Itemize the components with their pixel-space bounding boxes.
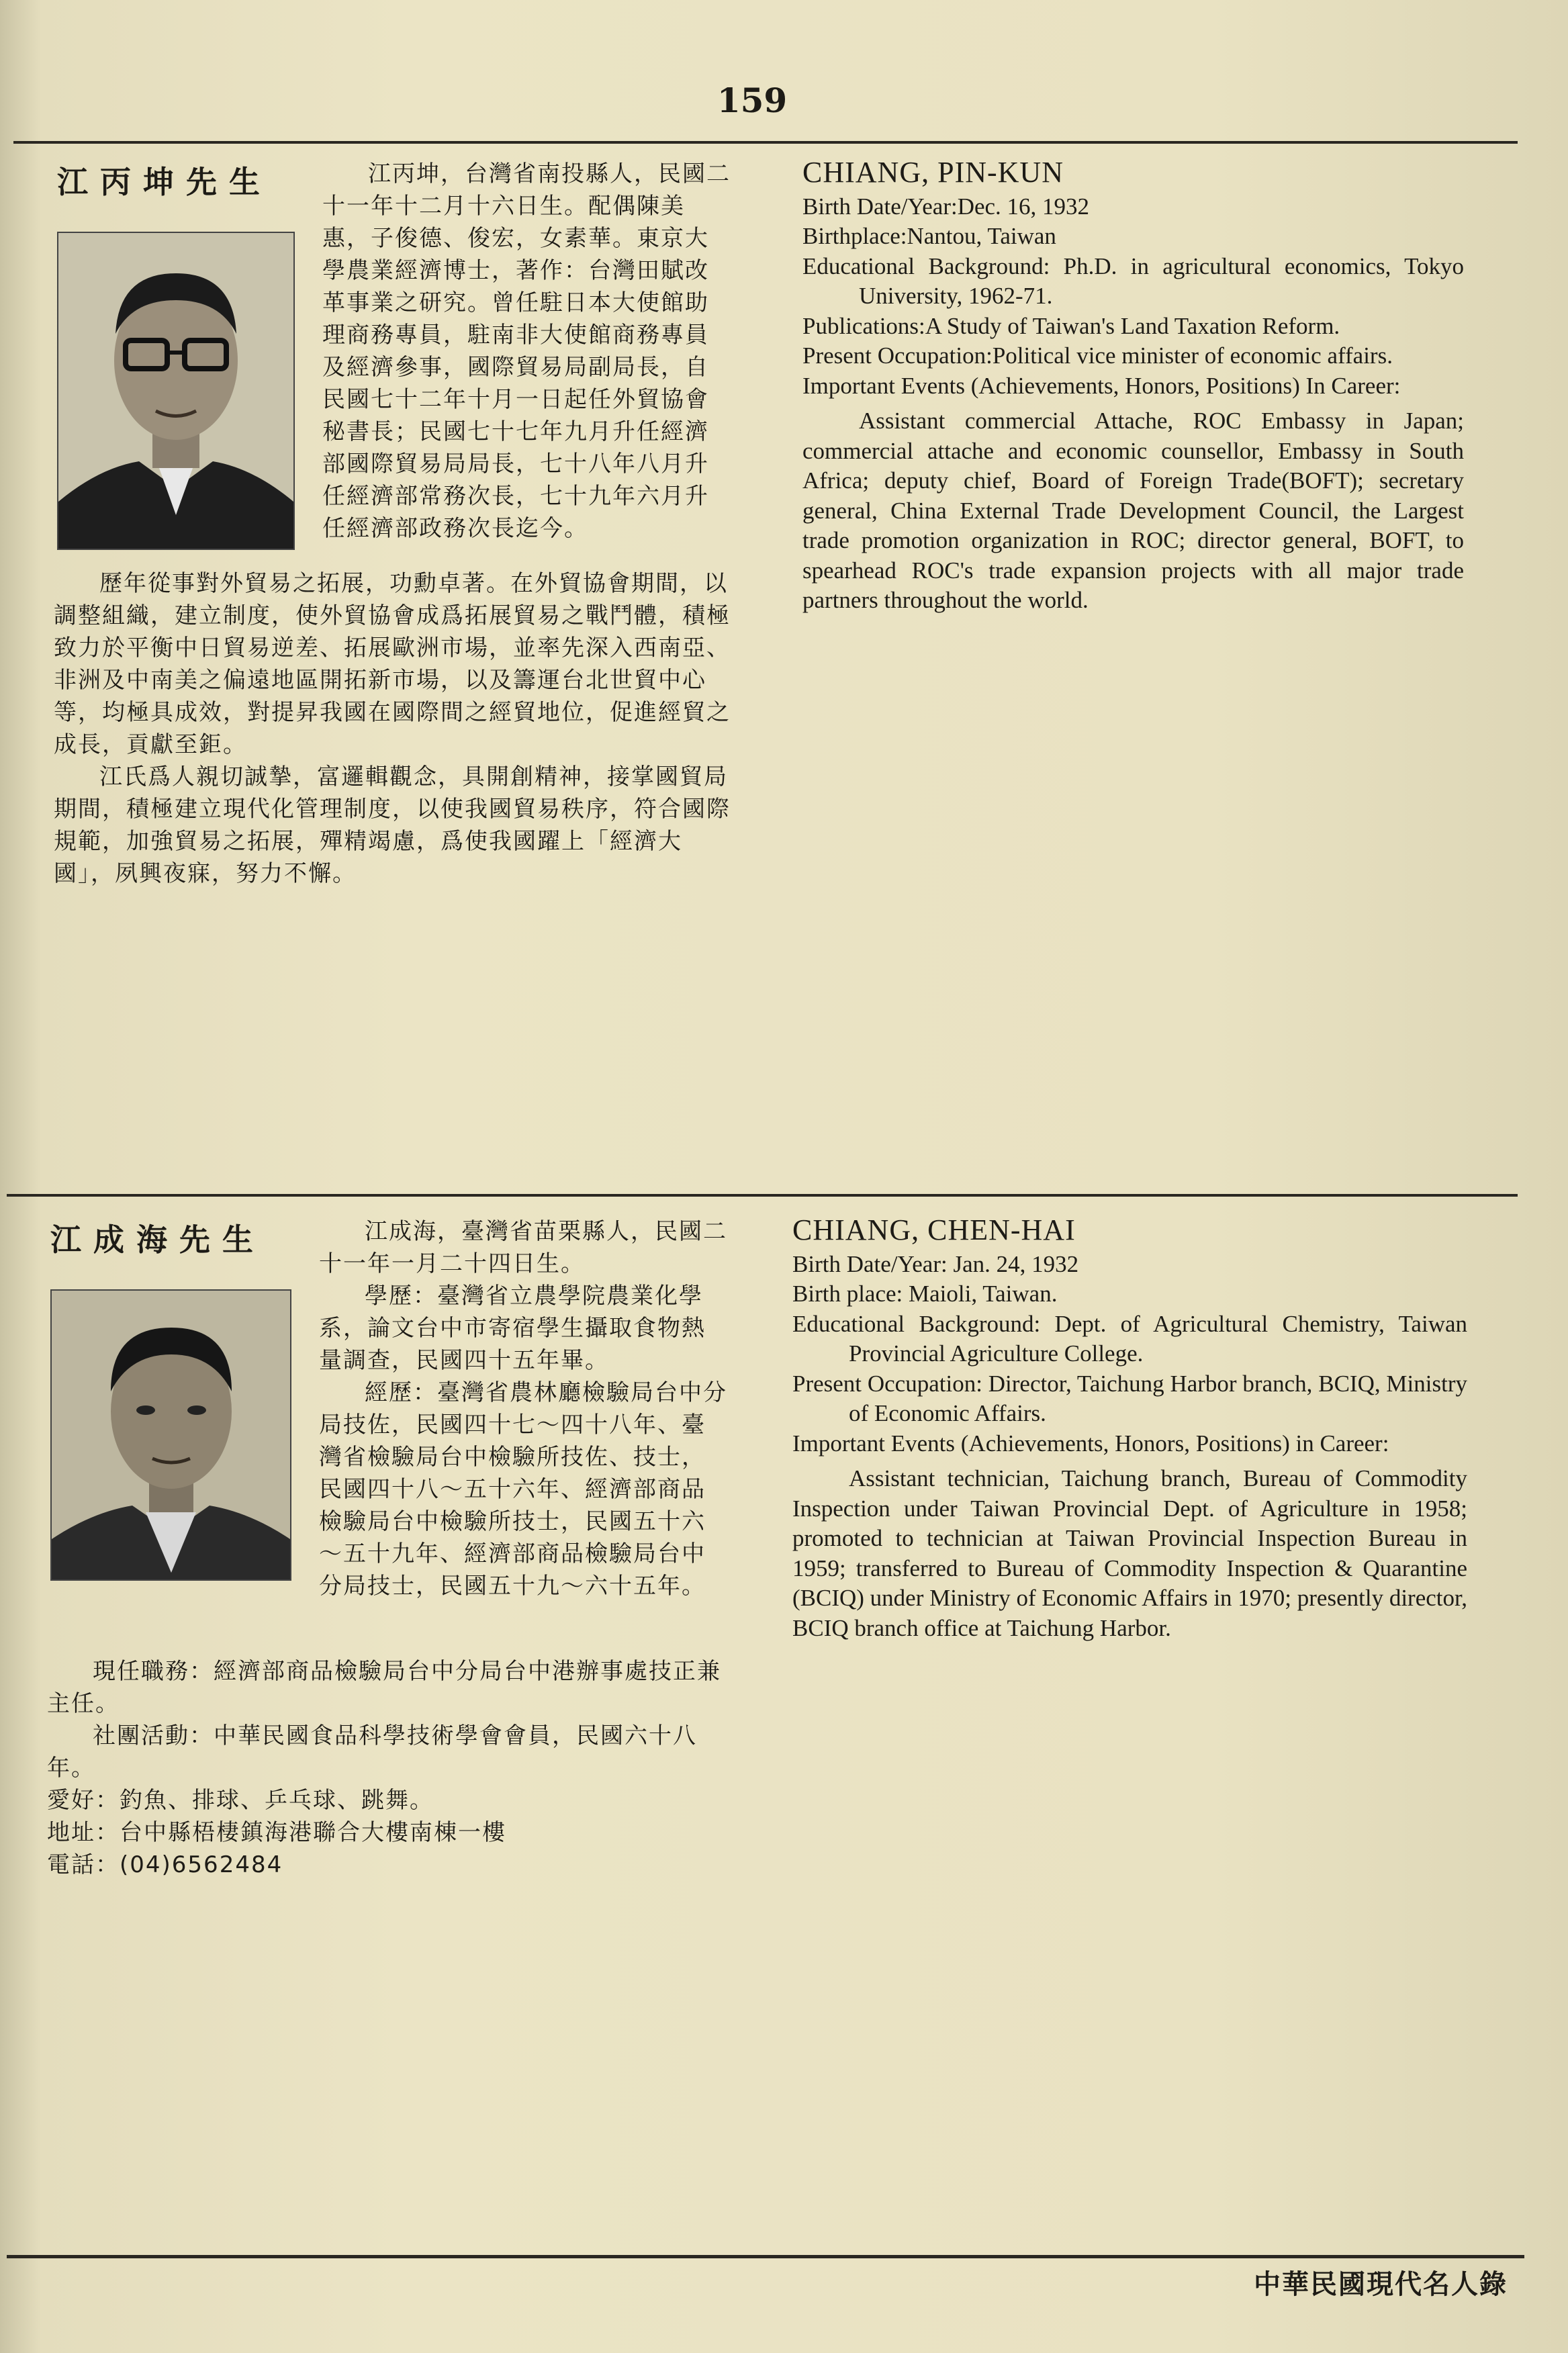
english-line: Important Events (Achievements, Honors, Positions) in Career: [792,1430,1389,1457]
social-activities: 社團活動：中華民國食品科學技術學會會員，民國六十八年。 [47,1722,697,1782]
bottom-rule [7,2255,1524,2258]
portrait-photo [57,232,295,550]
hobbies: 愛好：釣魚、排球、乒乓球、跳舞。 [47,1787,434,1814]
portrait-image [52,1291,290,1579]
chinese-details [47,1655,725,1881]
english-line: Present Occupation:Political vice minister of economic affairs. [802,342,1393,369]
english-name: CHIANG, CHEN-HAI [792,1213,1076,1246]
english-line: Educational Background: Dept. of Agricultural Chemistry, Taiwan Provincial Agriculture College. [792,1310,1467,1367]
biography-entry [0,1199,1568,2253]
current-position: 現任職務：經濟部商品檢驗局台中分局台中港辦事處技正兼主任。 [47,1658,721,1717]
english-line: Present Occupation: Director, Taichung Harbor branch, BCIQ, Ministry of Economic Affairs. [792,1370,1467,1426]
english-name: CHIANG, PIN-KUN [802,156,1064,189]
english-career: Assistant commercial Attache, ROC Embassy in Japan; commercial attache and economic counsellor, Embassy in South Africa; deputy chief, Board of Foreign Trade(BOFT); secretary general, China External Trade Development Council, the Largest trade promotion organization in ROC; director general, BOFT, to spearhead ROC's trade expansion projects with all major trade partners throughout the world. [802,408,1464,613]
portrait-image [58,233,293,549]
english-line: Educational Background: Ph.D. in agricultural economics, Tokyo University, 1962-71. [802,252,1464,309]
chinese-bio-top [319,1215,729,1602]
english-line: Birth Date/Year: Jan. 24, 1932 [792,1250,1079,1277]
chinese-paragraph: 江成海，臺灣省苗栗縣人，民國二十一年一月二十四日生。 [319,1218,727,1277]
chinese-paragraph: 歷年從事對外貿易之拓展，功勳卓著。在外貿協會期間，以調整組織，建立制度，使外貿協會成爲拓展貿易之戰鬥體，積極致力於平衡中日貿易逆差、拓展歐洲市場，並率先深入西南亞、非洲及中南美之偏遠地區開拓新市場，以及籌運台北世貿中心等，均極具成效，對提昇我國在國際間之經貿地位，促進經貿之成長，貢獻至鉅。 [54,570,731,758]
page-number: 159 [717,81,788,120]
chinese-paragraph: 學歷：臺灣省立農學院農業化學系，論文台中市寄宿學生攝取食物熱量調查，民國四十五年畢。 [319,1283,706,1374]
chinese-bio-top [322,158,732,545]
running-footer: 中華民國現代名人錄 [1254,2269,1508,2300]
english-bio [792,1215,1467,1643]
portrait-photo [50,1289,291,1581]
address: 地址：台中縣梧棲鎮海港聯合大樓南棟一樓 [47,1819,506,1846]
biography-entry [0,144,1568,1192]
english-line: Publications:A Study of Taiwan's Land Taxation Reform. [802,312,1340,339]
chinese-name: 江丙坤先生 [57,164,272,200]
english-line: Birth place: Maioli, Taiwan. [792,1281,1058,1307]
chinese-name: 江成海先生 [50,1221,265,1258]
phone: 電話：(04)6562484 [47,1851,283,1878]
chinese-paragraph: 江氏爲人親切誠摯，富邏輯觀念，具開創精神，接掌國貿局期間，積極建立現代化管理制度，以使我國貿易秩序，符合國際規範，加強貿易之拓展，殫精竭慮，爲使我國躍上「經濟大國」，夙興夜寐，努力不懈。 [54,764,731,887]
english-line: Important Events (Achievements, Honors, Positions) In Career: [802,372,1401,399]
chinese-bio-bottom [54,567,732,890]
english-line: Birthplace:Nantou, Taiwan [802,223,1056,249]
english-line: Birth Date/Year:Dec. 16, 1932 [802,193,1090,220]
english-bio [802,158,1464,616]
section-divider [7,1194,1518,1197]
chinese-paragraph: 經歷：臺灣省農林廳檢驗局台中分局技佐，民國四十七～四十八年、臺灣省檢驗局台中檢驗所技佐、技士，民國四十八～五十六年、經濟部商品檢驗局台中檢驗所技士，民國五十六～五十九年、經濟部商品檢驗局台中分局技士，民國五十九～六十五年。 [319,1379,727,1600]
top-rule [13,141,1518,144]
english-career: Assistant technician, Taichung branch, Bureau of Commodity Inspection under Taiwan Provincial Dept. of Agriculture in 1958; promoted to technician at Taiwan Provincial Inspection Bureau in 1959; transferred to Bureau of Commodity Inspection & Quarantine (BCIQ) under Ministry of Economic Affairs in 1970; presently director, BCIQ branch office at Taichung Harbor. [792,1465,1467,1641]
chinese-paragraph: 江丙坤，台灣省南投縣人，民國二十一年十二月十六日生。配偶陳美惠，子俊德、俊宏，女素華。東京大學農業經濟博士，著作：台灣田賦改革事業之研究。曾任駐日本大使館助理商務專員，駐南非大使館商務專員及經濟參事，國際貿易局副局長，自民國七十二年十月一日起任外貿協會秘書長；民國七十七年九月升任經濟部國際貿易局局長，七十八年八月升任經濟部常務次長，七十九年六月升任經濟部政務次長迄今。 [322,160,731,542]
